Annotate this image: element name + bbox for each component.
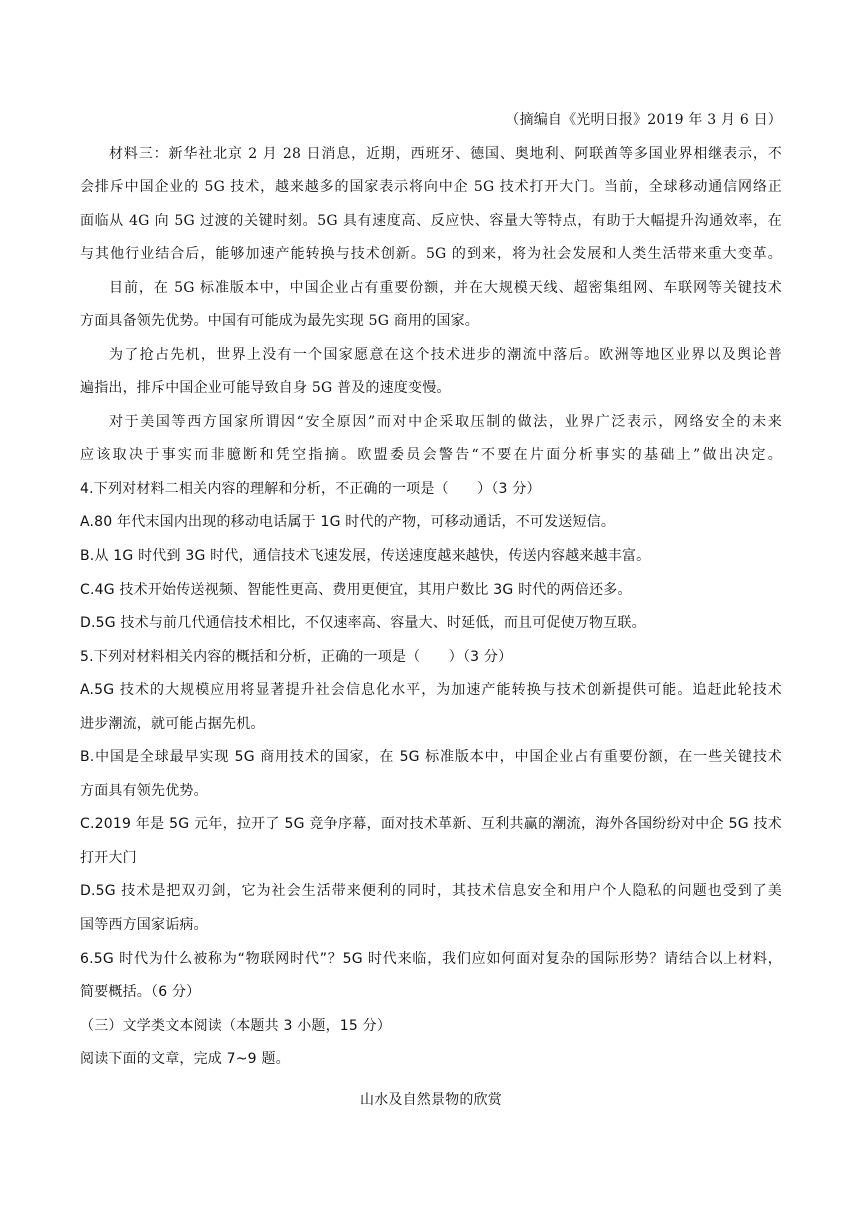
material3-p1-line4: 与其他行业结合后，能够加速产能转换与技术创新。5G 的到来，将为社会发展和人类生活带来重大变革。 xyxy=(80,246,782,262)
question-4-option-b: B.从 1G 时代到 3G 时代，通信技术飞速发展，传送速度越来越快，传送内容越来越丰富。 xyxy=(80,548,651,564)
question-5-stem: 5.下列对材料相关内容的概括和分析，正确的一项是（ ）（3 分） xyxy=(80,649,513,665)
material3-p4-line1: 对于美国等西方国家所谓因“安全原因”而对中企采取压制的做法，业界广泛表示，网络安全的未来 xyxy=(109,414,782,430)
question-5-option-b-line2: 方面具有领先优势。 xyxy=(80,783,208,799)
question-4-option-d: D.5G 技术与前几代通信技术相比，不仅速率高、容量大、时延低，而且可促使万物互联。 xyxy=(80,615,646,631)
question-4-stem: 4.下列对材料二相关内容的理解和分析，不正确的一项是（ ）（3 分） xyxy=(80,481,541,497)
question-5-option-c-line1: C.2019 年是 5G 元年，拉开了 5G 竞争序幕，面对技术革新、互利共赢的潮流，海外各国纷纷对中企 5G 技术 xyxy=(80,816,782,832)
question-5-option-a-line2: 进步潮流，就可能占据先机。 xyxy=(80,716,265,732)
question-5-option-b-line1: B.中国是全球最早实现 5G 商用技术的国家，在 5G 标准版本中，中国企业占有重要份额，在一些关键技术 xyxy=(80,749,782,765)
section-3-instruction: 阅读下面的文章，完成 7~9 题。 xyxy=(80,1051,290,1067)
material3-p2-line2: 方面具备领先优势。中国有可能成为最先实现 5G 商用的国家。 xyxy=(80,313,479,329)
material3-p1-line1: 材料三：新华社北京 2 月 28 日消息，近期，西班牙、德国、奥地利、阿联酋等多国业界相继表示，不 xyxy=(109,146,782,162)
material3-p4-line2: 应该取决于事实而非臆断和凭空指摘。欧盟委员会警告“不要在片面分析事实的基础上”做出决定。 xyxy=(80,447,782,463)
question-6-line1: 6.5G 时代为什么被称为“物联网时代”？5G 时代来临，我们应如何面对复杂的国际形势？请结合以上材料， xyxy=(80,951,782,967)
material3-p3-line2: 遍指出，排斥中国企业可能导致自身 5G 普及的速度变慢。 xyxy=(80,380,451,396)
question-5-option-c-line2: 打开大门 xyxy=(80,850,137,866)
section-3-heading: （三）文学类文本阅读（本题共 3 小题，15 分） xyxy=(80,1018,392,1034)
question-5-option-d-line2: 国等西方国家诟病。 xyxy=(80,917,208,933)
material3-p2-line1: 目前，在 5G 标准版本中，中国企业占有重要份额，并在大规模天线、超密集组网、车联网等关键技术 xyxy=(109,280,782,296)
question-5-option-a-line1: A.5G 技术的大规模应用将显著提升社会信息化水平，为加速产能转换与技术创新提供可能。追赶此轮技术 xyxy=(80,682,782,698)
material3-p1-line2: 会排斥中国企业的 5G 技术，越来越多的国家表示将向中企 5G 技术打开大门。当前，全球移动通信网络正 xyxy=(80,179,782,195)
material3-p3-line1: 为了抢占先机，世界上没有一个国家愿意在这个技术进步的潮流中落后。欧洲等地区业界以及舆论普 xyxy=(109,347,782,363)
source-note: （摘编自《光明日报》2019 年 3 月 6 日） xyxy=(505,112,782,128)
question-4-option-c: C.4G 技术开始传送视频、智能性更高、费用更便宜，其用户数比 3G 时代的两倍还多。 xyxy=(80,582,632,598)
question-4-option-a: A.80 年代末国内出现的移动电话属于 1G 时代的产物，可移动通话，不可发送短信。 xyxy=(80,514,616,530)
question-5-option-d-line1: D.5G 技术是把双刃剑，它为社会生活带来便利的同时，其技术信息安全和用户个人隐私的问题也受到了美 xyxy=(80,883,782,899)
material3-p1-line3: 面临从 4G 向 5G 过渡的关键时刻。5G 具有速度高、反应快、容量大等特点，有助于大幅提升沟通效率，在 xyxy=(80,213,782,229)
article-title: 山水及自然景物的欣赏 xyxy=(360,1092,502,1108)
question-6-line2: 简要概括。（6 分） xyxy=(80,984,201,1000)
